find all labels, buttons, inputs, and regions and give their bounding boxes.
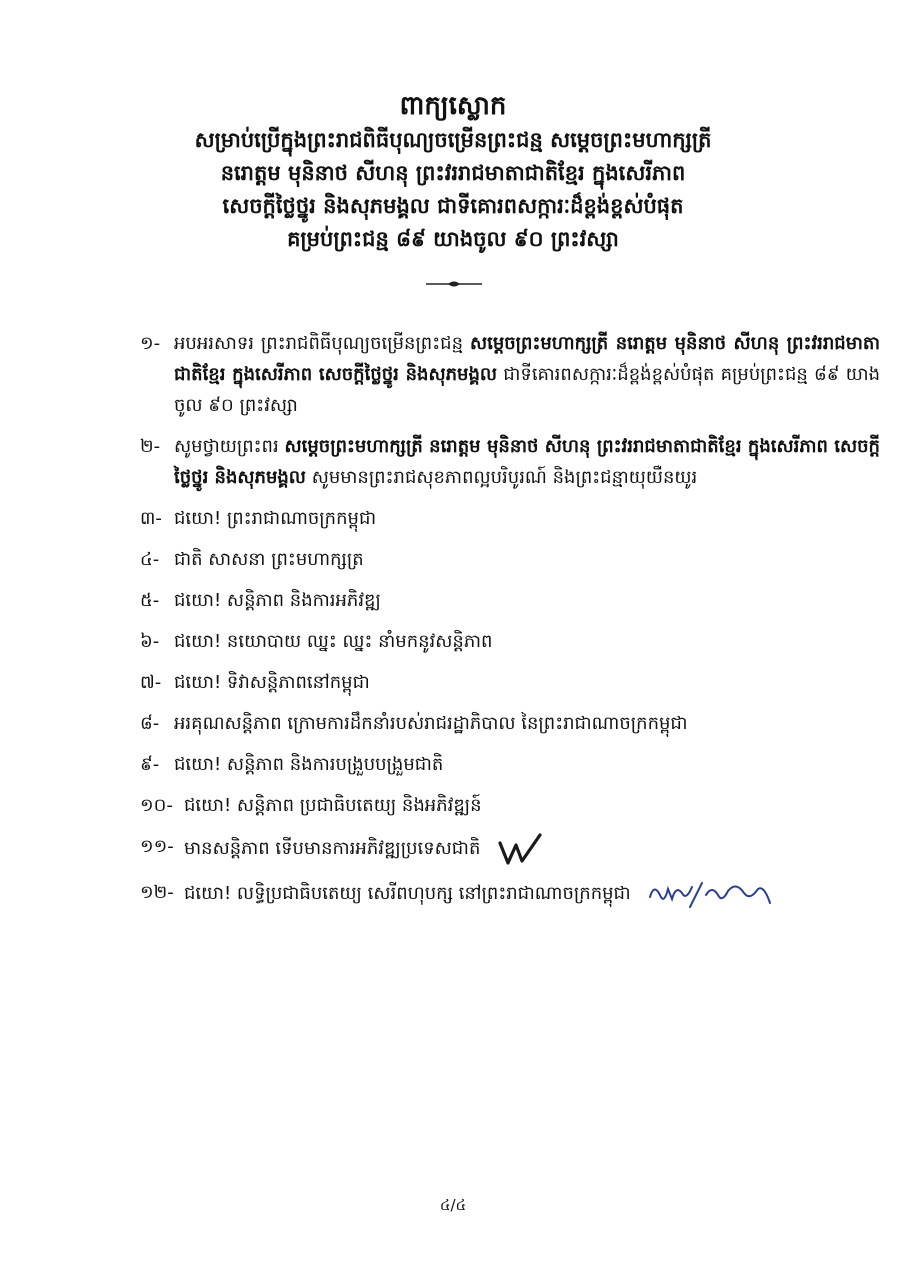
list-item — [140, 585, 880, 616]
item-text: ជយោ! នយោបាយ ឈ្នះ ឈ្នះ នាំមកនូវសន្តិភាព — [174, 631, 493, 652]
page-number: ៤/៤ — [439, 1196, 467, 1214]
ornamental-divider — [424, 280, 484, 288]
item-number: ៧- — [140, 672, 162, 693]
item-number: ១- — [140, 333, 161, 354]
item-number: ៨- — [140, 713, 160, 734]
item-text: ជាតិ សាសនា ព្រះមហាក្សត្រ — [174, 549, 364, 570]
list-item — [140, 431, 880, 493]
item-text: ជយោ! ទិវាសន្តិភាពនៅកម្ពុជា — [174, 672, 370, 693]
subtitle-line-3: សេចក្ដីថ្លៃថ្នូរ និងសុភមង្គល ជាទីគោរពសក្ការៈដ៏ខ្ពង់ខ្ពស់បំផុត — [222, 194, 684, 218]
list-item — [140, 831, 880, 867]
item-number: ៥- — [140, 590, 160, 611]
list-item — [140, 708, 880, 739]
item-text: អរគុណសន្តិភាព ក្រោមការដឹកនាំរបស់រាជរដ្ឋាភិបាល នៃព្រះរាជាណាចក្រកម្ពុជា — [174, 713, 688, 734]
item-text: សូមថ្វាយព្រះពរ សម្ដេចព្រះមហាក្សត្រី នរោត្តម មុនិនាថ សីហនុ ព្រះវររាជមាតាជាតិខ្មែរ ក្នុងសេរីភាព សេចក្ដីថ្លៃថ្នូរ និងសុភមង្គល សូមមានព្រះរាជសុខភាពល្អបរិបូរណ៍ និងព្រះជន្មាយុយឺនយូរ — [174, 436, 880, 488]
item-number: ៩- — [140, 754, 160, 775]
item-text: ជយោ! សន្តិភាព ប្រជាធិបតេយ្យ និងអភិវឌ្ឍន៍ — [184, 795, 482, 816]
initial-signature — [496, 831, 544, 867]
item-number: ១១- — [140, 836, 174, 857]
item-text: មានសន្តិភាព ទើបមានការអភិវឌ្ឍប្រទេសជាតិ — [184, 831, 880, 867]
handwritten-signature — [646, 877, 776, 911]
list-item — [140, 667, 880, 698]
item-text: ជយោ! លទ្ធិប្រជាធិបតេយ្យ សេរីពហុបក្ស នៅព្រះរាជាណាចក្រកម្ពុជា — [184, 877, 880, 911]
item-text: អបអរសាទរ ព្រះរាជពិធីបុណ្យចម្រើនព្រះជន្ម សម្ដេចព្រះមហាក្សត្រី នរោត្តម មុនិនាថ សីហនុ ព្រះវររាជមាតាជាតិខ្មែរ ក្នុងសេរីភាព សេចក្ដីថ្លៃថ្នូរ និងសុភមង្គល ជាទីគោរពសក្ការៈដ៏ខ្ពង់ខ្ពស់បំផុត គម្រប់ព្រះជន្ម ៨៩ យាងចូល ៩០ ព្រះវស្សា — [174, 333, 881, 416]
subtitle-line-1: សម្រាប់ប្រើក្នុងព្រះរាជពិធីបុណ្យចម្រើនព្រះជន្ម សម្ដេចព្រះមហាក្សត្រី — [194, 128, 712, 152]
item-text: ជយោ! សន្តិភាព និងការបង្រួបបង្រួមជាតិ — [174, 754, 444, 775]
item-number: ១២- — [140, 882, 174, 903]
subtitle-line-2: នរោត្តម មុនិនាថ សីហនុ ព្រះវររាជមាតាជាតិខ្មែរ ក្នុងសេរីភាព — [220, 161, 686, 185]
list-item — [140, 749, 880, 780]
list-item — [140, 544, 880, 575]
item-text: ជយោ! ព្រះរាជាណាចក្រកម្ពុជា — [174, 508, 377, 529]
item-number: ៦- — [140, 631, 160, 652]
item-number: ២- — [140, 436, 161, 457]
list-item — [140, 503, 880, 534]
list-item — [140, 328, 880, 421]
item-number: ៣- — [140, 508, 162, 529]
item-number: ៤- — [140, 549, 160, 570]
list-item — [140, 626, 880, 657]
item-number: ១០- — [140, 795, 173, 816]
list-item — [140, 790, 880, 821]
slogan-list — [140, 328, 880, 921]
document-header — [60, 88, 846, 256]
subtitle-line-4: គម្រប់ព្រះជន្ម ៨៩ យាងចូល ៩០ ព្រះវស្សា — [287, 227, 619, 251]
document-title: ពាក្យស្លោក — [399, 91, 507, 121]
list-item — [140, 877, 880, 911]
item-text: ជយោ! សន្តិភាព និងការអភិវឌ្ឍ — [174, 590, 381, 611]
